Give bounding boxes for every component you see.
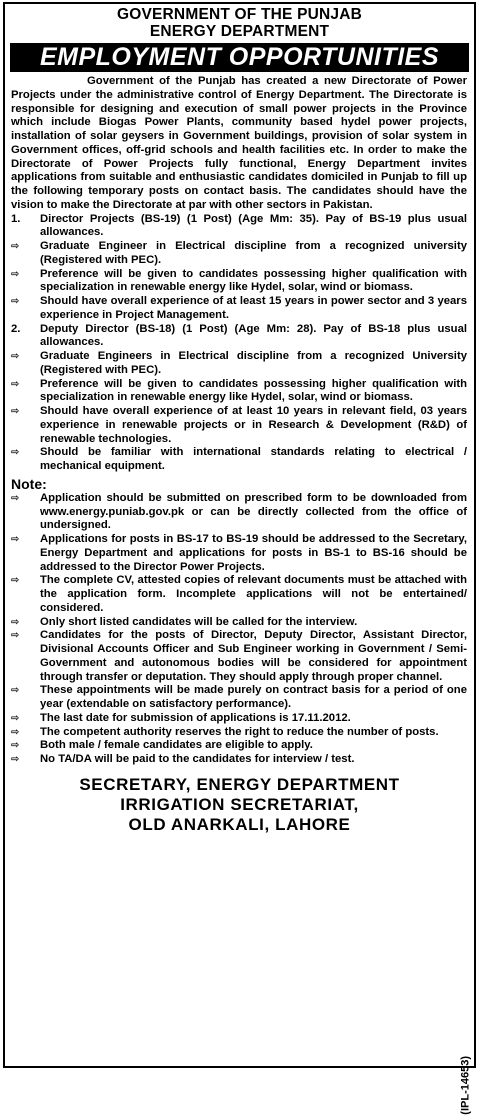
post-requirement-text: Graduate Engineers in Electrical discipline from a recognized University (Registered with PEC). (40, 350, 467, 376)
post-title (11, 213, 467, 241)
footer-line-address: OLD ANARKALI, LAHORE (128, 814, 351, 834)
post-requirement (11, 240, 467, 268)
note-item (11, 533, 467, 574)
footer-line-secretariat: IRRIGATION SECRETARIAT, (120, 794, 359, 814)
arrow-bullet-icon: ⇨ (11, 740, 20, 752)
post-requirement-text: Should have overall experience of at least 15 years in power sector and 3 years experience in Project Management. (40, 295, 467, 321)
post-number: 1. (11, 212, 21, 225)
footer-line-secretary: SECRETARY, ENERGY DEPARTMENT (79, 774, 400, 794)
post-requirement (11, 268, 467, 296)
post-requirement (11, 378, 467, 406)
arrow-bullet-icon: ⇨ (11, 406, 20, 417)
arrow-bullet-icon: ⇨ (11, 447, 20, 459)
note-item (11, 492, 467, 533)
arrow-bullet-icon: ⇨ (11, 351, 20, 362)
note-item (11, 616, 467, 630)
post-title-text: Director Projects (BS-19) (1 Post) (Age Mm: 35). Pay of BS-19 plus usual allowances. (40, 212, 467, 239)
arrow-bullet-icon: ⇨ (11, 712, 20, 724)
post-requirement (11, 405, 467, 446)
note-item (11, 739, 467, 753)
post-requirement (11, 446, 467, 474)
notes-list (11, 492, 467, 767)
note-item-text: These appointments will be made purely on contract basis for a period of one year (extendable on satisfactory performance). (40, 684, 467, 710)
note-item (11, 726, 467, 740)
banner-title: EMPLOYMENT OPPORTUNITIES (10, 43, 469, 72)
arrow-bullet-icon: ⇨ (11, 378, 20, 390)
post-requirement-text: Preference will be given to candidates possessing higher qualification with specialization in renewable energy like Hydel, solar, wind or biomass. (40, 267, 467, 294)
note-label: Note: (11, 475, 47, 492)
arrow-bullet-icon: ⇨ (11, 534, 20, 545)
header-line-department: ENERGY DEPARTMENT (149, 23, 330, 40)
note-item (11, 712, 467, 726)
arrow-bullet-icon: ⇨ (11, 685, 20, 697)
note-item-text: The complete CV, attested copies of relevant documents must be attached with the application form. Incomplete applications will not be entertained/ considered. (40, 574, 467, 614)
post-number: 2. (11, 322, 21, 335)
post-title (11, 323, 467, 351)
arrow-bullet-icon: ⇨ (11, 268, 20, 280)
arrow-bullet-icon: ⇨ (11, 296, 20, 307)
note-item-text: The last date for submission of applications is 17.11.2012. (40, 711, 351, 724)
post-requirement-text: Graduate Engineer in Electrical discipline from a recognized university (Registered with PEC). (40, 240, 467, 266)
ad-body (5, 72, 474, 767)
note-item-text: Candidates for the posts of Director, Deputy Director, Assistant Director, Divisional Accounts Officer and Sub Engineer working in Government / Semi-Government and autonomous bodies will be considered for appointment through transfer or deputation. They should apply through proper channel. (40, 629, 467, 683)
posts-list (11, 213, 467, 474)
note-item-text: Only short listed candidates will be called for the interview. (40, 615, 358, 628)
note-item (11, 753, 467, 767)
note-item-text: The competent authority reserves the right to reduce the number of posts. (40, 725, 439, 738)
header-line-government: GOVERNMENT OF THE PUNJAB (116, 6, 363, 23)
note-item (11, 684, 467, 712)
post-requirement-text: Should be familiar with international standards relating to electrical / mechanical equipment. (40, 446, 467, 472)
arrow-bullet-icon: ⇨ (11, 492, 20, 504)
intro-paragraph: Government of the Punjab has created a new Directorate of Power Projects under the administrative control of Energy Department. The Directorate is responsible for designing and execution of small power projects in the Province which include Biogas Power Plants, community based hydel power projects, installation of solar geysers in Government buildings, provision of solar system in Government offices, off-grid schools and health facilities etc. In order to make the Directorate of Power Projects fully functional, Energy Department invites applications from suitable and enthusiastic candidates domiciled in Punjab to fill up the following temporary posts on contact basis. The candidates should have the vision to make the Directorate at par with other sectors in Pakistan. (11, 75, 467, 211)
post-requirement (11, 295, 467, 323)
post-title-text: Deputy Director (BS-18) (1 Post) (Age Mm: 28). Pay of BS-18 plus usual allowances. (40, 322, 467, 349)
note-item-text: No TA/DA will be paid to the candidates for interview / test. (40, 753, 355, 765)
note-item (11, 574, 467, 615)
arrow-bullet-icon: ⇨ (11, 241, 20, 252)
arrow-bullet-icon: ⇨ (11, 754, 20, 765)
advertisement (3, 2, 476, 1115)
note-item-text: Both male / female candidates are eligible to apply. (40, 739, 313, 752)
arrow-bullet-icon: ⇨ (11, 616, 20, 628)
arrow-bullet-icon: ⇨ (11, 726, 20, 738)
note-item-text: Application should be submitted on prescribed form to be downloaded from www.energy.puniab.gov.pk or can be directly collected from the office of undersigned. (40, 491, 467, 532)
arrow-bullet-icon: ⇨ (11, 575, 20, 587)
ad-code: (IPL-14653) (460, 1056, 472, 1115)
post-requirement-text: Preference will be given to candidates possessing higher qualification with specialization in renewable energy like Hydel, solar, wind or biomass. (40, 377, 467, 404)
post-requirement (11, 350, 467, 378)
post-requirement-text: Should have overall experience of at least 10 years in relevant field, 03 years experience in renewable projects or in Research & Development (R&D) of renewable technologies. (40, 405, 467, 445)
arrow-bullet-icon: ⇨ (11, 630, 20, 642)
note-item-text: Applications for posts in BS-17 to BS-19 should be addressed to the Secretary, Energy Department and applications for posts in BS-1 to BS-16 should be addressed to the Director Power Projects. (40, 533, 467, 573)
note-item (11, 629, 467, 684)
footer (5, 775, 474, 835)
